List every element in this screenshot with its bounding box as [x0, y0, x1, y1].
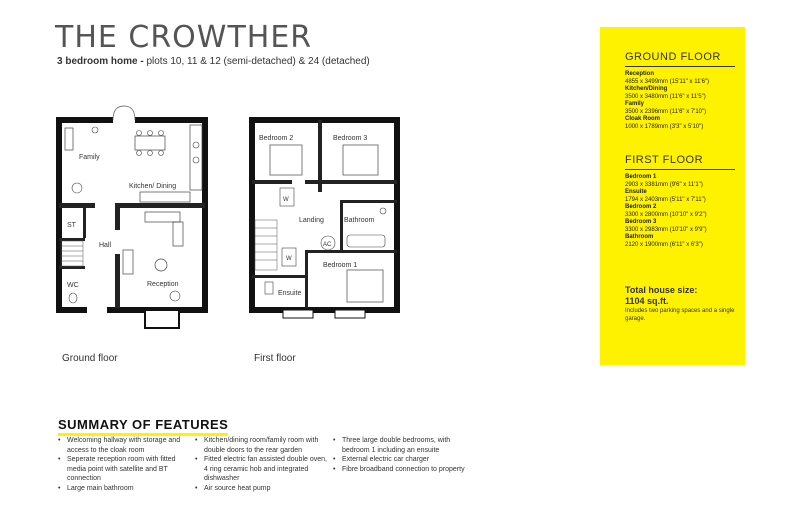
- room-size: 3500 x 2396mm (11'6" x 7'10"): [625, 108, 707, 115]
- ground-label-wc: WC: [67, 282, 79, 289]
- feature-item: • Fibre broadband connection to property: [333, 465, 468, 475]
- total-value: 1104 sq.ft.: [625, 296, 669, 306]
- ground-room-item: [625, 71, 740, 86]
- first-floor-rule: [625, 169, 735, 170]
- first-room-item: [625, 204, 740, 219]
- first-label-w2: W: [286, 256, 292, 262]
- room-size: 1000 x 1789mm (3'3" x 5'10"): [625, 123, 704, 130]
- feature-item: • Welcoming hallway with storage and access to the cloak room: [58, 436, 193, 455]
- features-col-3: [333, 436, 468, 474]
- ground-room-item: [625, 86, 740, 101]
- room-name: Reception: [625, 71, 655, 77]
- feature-item: • Air source heat pump: [195, 484, 330, 494]
- total-house-size: [625, 285, 740, 307]
- first-floor-heading: FIRST FLOOR: [625, 154, 704, 166]
- page-subtitle: [57, 56, 370, 67]
- first-label-bathroom: Bathroom: [344, 217, 375, 224]
- ground-label-family: Family: [79, 154, 100, 161]
- ground-floor-plan: [59, 106, 205, 328]
- room-size: 2120 x 1900mm (6'11" x 6'3"): [625, 241, 703, 248]
- ground-label-reception: Reception: [147, 281, 179, 288]
- features-col-1: [58, 436, 193, 493]
- summary-title: SUMMARY OF FEATURES: [58, 417, 228, 436]
- room-size: 4855 x 3499mm (15'11" x 11'6"): [625, 78, 710, 85]
- feature-item: • Fitted electric fan assisted double oven, 4 ring ceramic hob and integrated dishwasher: [195, 455, 330, 484]
- room-name: Ensuite: [625, 189, 647, 195]
- floor-plans: [55, 100, 375, 340]
- first-label-bedroom1: Bedroom 1: [323, 262, 358, 269]
- ground-room-item: [625, 101, 740, 116]
- first-label-bedroom2: Bedroom 2: [259, 135, 294, 142]
- ground-label-st: ST: [67, 222, 76, 229]
- ground-label-hall: Hall: [99, 242, 112, 249]
- first-room-item: [625, 234, 740, 249]
- room-name: Bedroom 1: [625, 174, 657, 180]
- room-name: Family: [625, 101, 645, 107]
- feature-item: • Large main bathroom: [58, 484, 193, 494]
- first-room-list: [625, 174, 740, 249]
- first-room-item: [625, 219, 740, 234]
- ground-floor-rule: [625, 66, 735, 67]
- room-name: Cloak Room: [625, 116, 661, 122]
- page-title: THE CROWTHER: [55, 20, 313, 55]
- feature-item: • Kitchen/dining room/family room with double doors to the rear garden: [195, 436, 330, 455]
- ground-room-list: [625, 71, 740, 131]
- feature-item: • External electric car charger: [333, 455, 468, 465]
- first-label-w1: W: [283, 197, 289, 203]
- feature-item: • Seperate reception room with fitted media point with satellite and BT connection: [58, 455, 193, 484]
- room-size: 2903 x 3381mm (9'6" x 11'1"): [625, 181, 703, 188]
- room-size: 3500 x 3480mm (11'6" x 11'5"): [625, 93, 706, 100]
- first-label-ensuite: Ensuite: [278, 290, 302, 297]
- first-floor-label: First floor: [254, 353, 296, 364]
- ground-label-kitchen: Kitchen/ Dining: [129, 183, 177, 190]
- first-label-ac: AC: [323, 242, 332, 248]
- total-label: Total house size:: [625, 285, 698, 295]
- first-label-landing: Landing: [299, 217, 324, 224]
- first-floor-plan: [252, 120, 397, 318]
- room-size: 3300 x 2983mm (10'10" x 9'9"): [625, 226, 707, 233]
- features-col-2: [195, 436, 330, 493]
- ground-floor-heading: GROUND FLOOR: [625, 51, 721, 63]
- room-name: Bedroom 3: [625, 219, 657, 225]
- room-size: 3300 x 2800mm (10'10" x 9'2"): [625, 211, 707, 218]
- subtitle-rest: plots 10, 11 & 12 (semi-detached) & 24 (detached): [143, 56, 370, 67]
- room-name: Bathroom: [625, 234, 654, 240]
- subtitle-bold: 3 bedroom home -: [57, 56, 144, 67]
- first-label-bedroom3: Bedroom 3: [333, 135, 368, 142]
- room-dimensions-panel: [600, 27, 745, 365]
- ground-room-item: [625, 116, 740, 131]
- first-room-item: [625, 189, 740, 204]
- feature-item: • Three large double bedrooms, with bedroom 1 including an ensuite: [333, 436, 468, 455]
- first-room-item: [625, 174, 740, 189]
- parking-note: Includes two parking spaces and a single garage.: [625, 308, 735, 322]
- ground-floor-label: Ground floor: [62, 353, 118, 364]
- room-name: Kitchen/Dining: [625, 86, 668, 92]
- room-size: 1794 x 2403mm (5'11" x 7'11"): [625, 196, 706, 203]
- room-name: Bedroom 2: [625, 204, 657, 210]
